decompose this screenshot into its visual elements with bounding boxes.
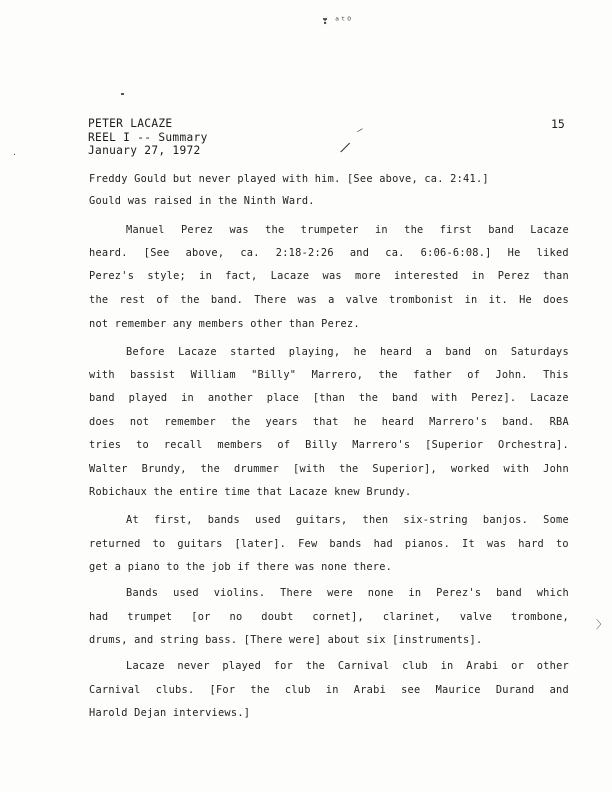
word: interested — [393, 270, 459, 282]
word: [or — [191, 611, 211, 623]
word: more — [355, 270, 381, 282]
word: had — [373, 538, 393, 550]
word: style; — [147, 270, 187, 282]
word: [For — [209, 684, 236, 696]
word: the — [358, 392, 379, 404]
word: that — [312, 416, 339, 428]
word: band — [445, 346, 472, 358]
word: was — [322, 270, 342, 282]
word: for — [273, 660, 294, 672]
word: the — [250, 684, 270, 696]
word: William — [190, 369, 236, 381]
word: not — [129, 416, 150, 428]
word: Saturdays — [510, 346, 569, 358]
word: trumpet — [127, 611, 173, 623]
word: Lacaze — [530, 224, 569, 236]
word: other — [536, 660, 569, 672]
summary-line — [89, 610, 569, 624]
word: no — [229, 611, 243, 623]
word: fact, — [225, 270, 258, 282]
summary-line — [126, 345, 569, 359]
word: see — [401, 684, 421, 696]
word: Lacaze — [178, 346, 217, 358]
summary-line — [89, 368, 569, 382]
word: was — [297, 294, 317, 306]
stamp-mark: ❣ ᵃᵗᴼ — [322, 16, 353, 27]
word: members — [217, 439, 263, 451]
summary-line — [89, 293, 569, 307]
word: Some — [543, 514, 569, 526]
word: Perez — [497, 270, 530, 282]
word: bassist — [130, 369, 176, 381]
word: tries — [89, 439, 122, 451]
word: recall — [163, 439, 203, 451]
word: He — [507, 247, 521, 259]
word: which — [536, 587, 569, 599]
word: the — [180, 294, 200, 306]
word: trumpeter — [300, 224, 359, 236]
word: never — [177, 660, 210, 672]
summary-line: Harold Dejan interviews.] — [89, 707, 251, 719]
word: Carnival — [337, 660, 390, 672]
word: [later]. — [234, 538, 287, 550]
word: club — [402, 660, 428, 672]
word: clubs. — [155, 684, 195, 696]
word: the — [378, 369, 398, 381]
summary-line: get a piano to the job if there was none there. — [89, 561, 393, 573]
word: in — [199, 270, 213, 282]
word: Marrero's — [429, 416, 488, 428]
word: 2:18-2:26 — [275, 247, 334, 259]
word: Before — [126, 346, 165, 358]
word: he — [353, 416, 367, 428]
summary-line — [89, 438, 569, 452]
reel-label: REEL I -- Summary — [88, 130, 208, 144]
summary-line: Gould was raised in the Ninth Ward. — [89, 195, 315, 207]
word: guitars — [177, 538, 223, 550]
word: the — [231, 416, 251, 428]
word: ca. — [385, 247, 405, 259]
word: playing, — [288, 346, 341, 358]
word: John. — [495, 369, 528, 381]
word: Walter — [89, 463, 128, 475]
word: none — [367, 587, 394, 599]
summary-line — [89, 537, 569, 551]
summary-line: Freddy Gould but never played with him. [See above, ca. 2:41.] — [89, 173, 489, 185]
word: first — [439, 224, 472, 236]
word: band — [392, 392, 418, 404]
margin-bracket-icon: 〉 — [596, 618, 607, 631]
word: was — [229, 224, 249, 236]
word: band — [496, 587, 522, 599]
word: [Superior — [425, 439, 484, 451]
word: There — [280, 587, 313, 599]
word: violins. — [213, 587, 266, 599]
word: Marrero's — [352, 439, 411, 451]
word: [than — [312, 392, 346, 404]
word: Brundy, — [141, 463, 187, 475]
word: Perez — [180, 224, 214, 236]
word: Superior], — [372, 463, 437, 475]
word: heard. — [89, 247, 128, 259]
word: father — [413, 369, 452, 381]
word: started — [230, 346, 276, 358]
word: At — [126, 514, 139, 526]
word: liked — [536, 247, 569, 259]
word: in — [325, 684, 339, 696]
word: [See — [143, 247, 170, 259]
word: [with — [293, 463, 326, 475]
summary-line: Robichaux the entire time that Lacaze knew Brundy. — [89, 486, 412, 498]
word: Lacaze — [530, 392, 569, 404]
word: to — [152, 538, 166, 550]
word: This — [543, 369, 569, 381]
word: Perez's — [436, 587, 482, 599]
summary-line — [126, 586, 569, 600]
word: remember — [164, 416, 216, 428]
word: band — [488, 224, 515, 236]
margin-dot-icon: · — [12, 150, 17, 159]
word: the — [339, 463, 359, 475]
word: clarinet, — [382, 611, 441, 623]
word: worked — [450, 463, 490, 475]
word: with — [503, 463, 530, 475]
word: Perez's — [89, 270, 135, 282]
word: It — [462, 538, 475, 550]
word: Carnival — [89, 684, 141, 696]
word: of — [467, 369, 481, 381]
pen-mark-icon: / — [338, 139, 352, 157]
word: Maurice — [435, 684, 481, 696]
word: heard — [379, 346, 413, 358]
word: club — [284, 684, 311, 696]
word: above, — [185, 247, 225, 259]
word: the — [89, 294, 109, 306]
word: then — [362, 514, 389, 526]
word: Orchestra]. — [498, 439, 569, 451]
summary-line — [89, 462, 569, 476]
word: the — [200, 463, 221, 475]
word: and — [549, 684, 569, 696]
word: Marrero, — [311, 369, 364, 381]
word: used — [255, 514, 281, 526]
word: trombonist — [388, 294, 454, 306]
word: rest — [119, 294, 146, 306]
word: trombone, — [510, 611, 569, 623]
word: Bands — [126, 587, 159, 599]
word: doubt — [261, 611, 294, 623]
word: of — [156, 294, 170, 306]
word: valve — [345, 294, 378, 306]
word: in — [181, 392, 195, 404]
summary-line: not remember any members other than Perez. — [89, 318, 360, 330]
word: it. — [488, 294, 508, 306]
word: Arabi — [466, 660, 499, 672]
word: pianos. — [404, 538, 451, 550]
word: the — [404, 224, 424, 236]
word: There — [254, 294, 287, 306]
word: band. — [210, 294, 244, 306]
word: the — [265, 224, 285, 236]
summary-line — [89, 415, 569, 429]
word: in — [408, 587, 422, 599]
word: a — [425, 346, 433, 358]
word: guitars, — [295, 514, 348, 526]
word: in — [464, 294, 478, 306]
word: place — [266, 392, 300, 404]
word: on — [484, 346, 498, 358]
word: band. — [502, 416, 535, 428]
word: was — [486, 538, 507, 550]
word: Perez]. — [471, 392, 517, 404]
word: in — [440, 660, 454, 672]
word: another — [207, 392, 253, 404]
word: does — [543, 294, 569, 306]
word: John — [543, 463, 569, 475]
summary-line: drums, and string bass. [There were] about six [instruments]. — [89, 634, 483, 646]
pen-tick-icon: ‒ — [354, 124, 366, 137]
summary-line — [126, 513, 569, 527]
page-number: 15 — [551, 117, 565, 131]
word: Lacaze — [270, 270, 310, 282]
word: Billy — [305, 439, 338, 451]
word: played — [222, 660, 262, 672]
word: 6:06-6:08.] — [420, 247, 492, 259]
summary-line — [126, 223, 569, 237]
word: he — [353, 346, 367, 358]
summary-line — [89, 391, 569, 405]
word: in — [471, 270, 485, 282]
word: does — [89, 416, 115, 428]
word: Durand — [495, 684, 535, 696]
word: He — [519, 294, 532, 306]
word: were — [327, 587, 353, 599]
ink-speck — [121, 93, 124, 95]
word: Lacaze — [126, 660, 165, 672]
word: to — [136, 439, 149, 451]
word: RBA — [549, 416, 569, 428]
word: Arabi — [353, 684, 387, 696]
word: ca. — [240, 247, 260, 259]
word: first, — [153, 514, 193, 526]
summary-line — [89, 246, 569, 260]
word: "Billy" — [251, 369, 297, 381]
summary-line — [126, 659, 569, 673]
word: or — [511, 660, 525, 672]
word: used — [173, 587, 199, 599]
word: drummer — [233, 463, 280, 475]
word: with — [89, 369, 115, 381]
word: hard — [518, 538, 545, 550]
word: of — [277, 439, 291, 451]
word: and — [349, 247, 370, 259]
word: had — [89, 611, 109, 623]
word: bands — [329, 538, 362, 550]
interviewee-name: PETER LACAZE — [88, 117, 173, 130]
word: Manuel — [126, 224, 165, 236]
interview-date: January 27, 1972 — [88, 144, 201, 157]
word: in — [374, 224, 388, 236]
word: bands — [207, 514, 240, 526]
word: six-string — [403, 514, 468, 526]
word: heard — [381, 416, 415, 428]
word: to — [555, 538, 569, 550]
word: banjos. — [482, 514, 529, 526]
word: played — [128, 392, 168, 404]
word: band — [89, 392, 115, 404]
word: than — [543, 270, 569, 282]
word: a — [328, 294, 335, 306]
word: Few — [298, 538, 318, 550]
word: valve — [459, 611, 493, 623]
document-header — [88, 117, 208, 158]
summary-line — [89, 269, 569, 283]
word: returned — [89, 538, 141, 550]
word: cornet], — [312, 611, 365, 623]
summary-line — [89, 683, 569, 697]
word: the — [305, 660, 326, 672]
word: years — [265, 416, 298, 428]
word: with — [431, 392, 458, 404]
